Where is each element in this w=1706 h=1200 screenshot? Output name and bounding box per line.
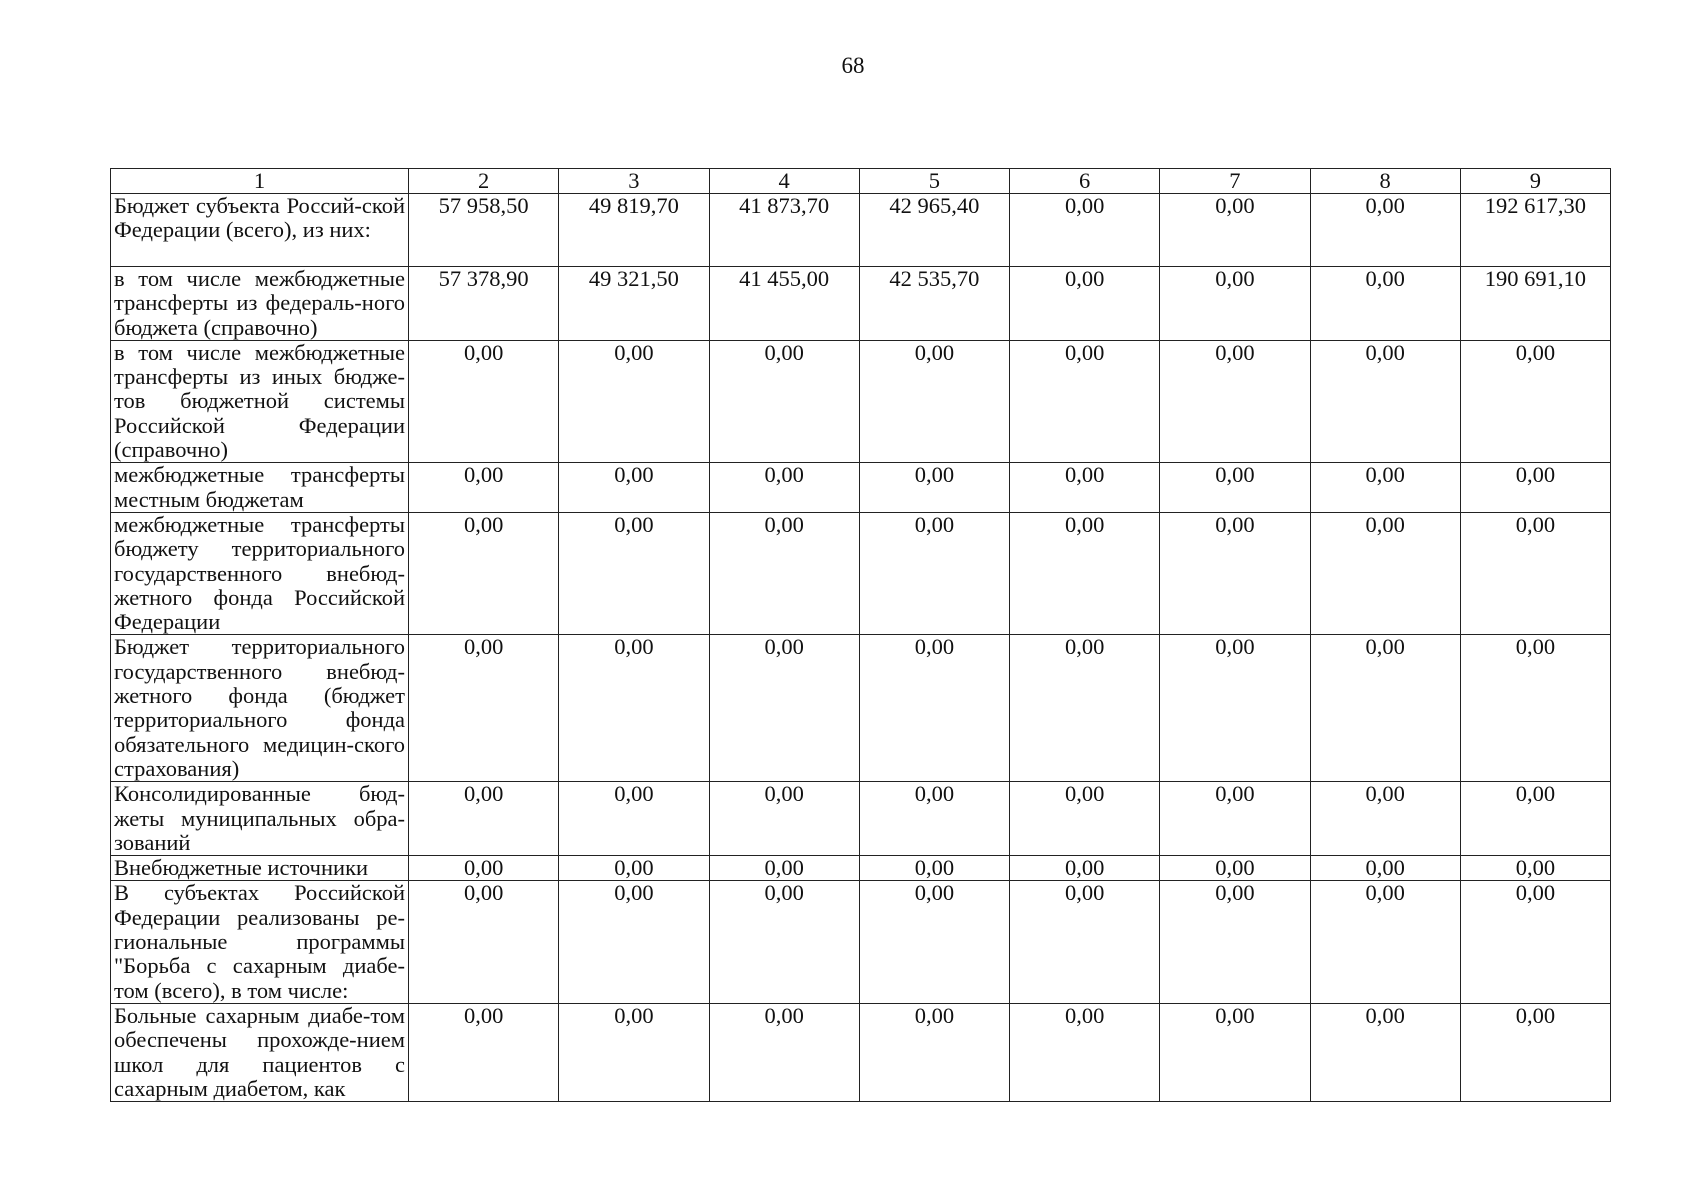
table-cell: 0,00 <box>709 512 859 634</box>
table-cell: 0,00 <box>859 881 1009 1003</box>
table-cell: 0,00 <box>1010 782 1160 856</box>
table-cell: 41 455,00 <box>709 267 859 341</box>
table-cell: 0,00 <box>559 782 709 856</box>
table-cell: 0,00 <box>1160 512 1310 634</box>
table-cell: 0,00 <box>859 463 1009 513</box>
column-header: 3 <box>559 169 709 194</box>
column-header: 2 <box>409 169 559 194</box>
table-cell: 0,00 <box>1160 463 1310 513</box>
table-cell: 0,00 <box>859 635 1009 782</box>
row-label: В субъектах Российской Федерации реализованы ре-гиональные программы "Борьба с сахарным диабе-том (всего), в том числе: <box>111 881 409 1003</box>
page-number: 68 <box>841 53 865 78</box>
table-cell: 0,00 <box>1460 340 1610 462</box>
table-cell: 0,00 <box>709 340 859 462</box>
table-cell: 0,00 <box>1010 463 1160 513</box>
table-cell: 0,00 <box>409 340 559 462</box>
table-cell: 0,00 <box>1010 635 1160 782</box>
table-cell: 0,00 <box>1310 881 1460 1003</box>
table-cell: 0,00 <box>1460 1003 1610 1101</box>
row-label: в том числе межбюджетные трансферты из иных бюдже-тов бюджетной системы Российской Федерации (справочно) <box>111 340 409 462</box>
row-label: Консолидированные бюд-жеты муниципальных обра-зований <box>111 782 409 856</box>
row-label: Внебюджетные источники <box>111 856 409 881</box>
table-cell: 0,00 <box>1460 635 1610 782</box>
table-cell: 57 378,90 <box>409 267 559 341</box>
table-row <box>111 463 1611 513</box>
table-cell: 42 965,40 <box>859 194 1009 267</box>
table-row <box>111 881 1611 1003</box>
table-cell: 0,00 <box>1010 881 1160 1003</box>
table-row <box>111 1003 1611 1101</box>
table-cell: 0,00 <box>559 856 709 881</box>
table-cell: 0,00 <box>859 340 1009 462</box>
table-cell: 0,00 <box>1010 340 1160 462</box>
table-cell: 0,00 <box>709 881 859 1003</box>
table-cell: 0,00 <box>409 881 559 1003</box>
table-cell: 0,00 <box>409 782 559 856</box>
table-cell: 0,00 <box>1160 881 1310 1003</box>
table-cell: 0,00 <box>1310 340 1460 462</box>
table-cell: 0,00 <box>1310 267 1460 341</box>
table-cell: 0,00 <box>1160 856 1310 881</box>
table-row <box>111 267 1611 341</box>
table-cell: 0,00 <box>1010 512 1160 634</box>
table-cell: 0,00 <box>1010 856 1160 881</box>
table-cell: 57 958,50 <box>409 194 559 267</box>
table-cell: 0,00 <box>1310 512 1460 634</box>
table-cell: 0,00 <box>1160 267 1310 341</box>
table-cell: 0,00 <box>1460 463 1610 513</box>
table-cell: 0,00 <box>559 512 709 634</box>
column-header: 9 <box>1460 169 1610 194</box>
table-cell: 0,00 <box>559 463 709 513</box>
table-row <box>111 635 1611 782</box>
row-label: Бюджет территориального государственного внебюд-жетного фонда (бюджет территориального фонда обязательного медицин-ского страхования) <box>111 635 409 782</box>
row-label: Бюджет субъекта Россий-ской Федерации (всего), из них: <box>111 194 409 267</box>
table-row <box>111 194 1611 267</box>
table-cell: 0,00 <box>1160 340 1310 462</box>
table-cell: 0,00 <box>709 1003 859 1101</box>
table-cell: 0,00 <box>859 512 1009 634</box>
table-cell: 0,00 <box>1010 194 1160 267</box>
table-cell: 0,00 <box>709 782 859 856</box>
table-cell: 0,00 <box>1160 635 1310 782</box>
column-header: 5 <box>859 169 1009 194</box>
table-cell: 0,00 <box>409 463 559 513</box>
table-cell: 0,00 <box>1310 856 1460 881</box>
column-header: 6 <box>1010 169 1160 194</box>
table-cell: 0,00 <box>409 512 559 634</box>
row-label: в том числе межбюджетные трансферты из федераль-ного бюджета (справочно) <box>111 267 409 341</box>
table-cell: 0,00 <box>1310 194 1460 267</box>
table-cell: 0,00 <box>1310 463 1460 513</box>
column-header: 7 <box>1160 169 1310 194</box>
table-cell: 0,00 <box>1460 512 1610 634</box>
header-row <box>111 169 1611 194</box>
table-cell: 0,00 <box>1160 1003 1310 1101</box>
table-cell: 0,00 <box>859 782 1009 856</box>
table-cell: 0,00 <box>1310 635 1460 782</box>
table-cell: 190 691,10 <box>1460 267 1610 341</box>
table-row <box>111 856 1611 881</box>
table-cell: 0,00 <box>709 635 859 782</box>
column-header: 8 <box>1310 169 1460 194</box>
table-cell: 0,00 <box>559 340 709 462</box>
table-cell: 0,00 <box>709 463 859 513</box>
table-cell: 0,00 <box>1460 782 1610 856</box>
table-row <box>111 512 1611 634</box>
table-cell: 0,00 <box>1310 1003 1460 1101</box>
column-header: 4 <box>709 169 859 194</box>
table-cell: 0,00 <box>559 1003 709 1101</box>
table-cell: 0,00 <box>409 1003 559 1101</box>
table-cell: 0,00 <box>559 881 709 1003</box>
table-cell: 0,00 <box>409 635 559 782</box>
table-row <box>111 340 1611 462</box>
table-cell: 0,00 <box>859 1003 1009 1101</box>
table-row <box>111 782 1611 856</box>
table-cell: 0,00 <box>1310 782 1460 856</box>
table-cell: 0,00 <box>409 856 559 881</box>
table-cell: 0,00 <box>1010 1003 1160 1101</box>
table-cell: 0,00 <box>859 856 1009 881</box>
table-cell: 0,00 <box>1160 194 1310 267</box>
table-cell: 41 873,70 <box>709 194 859 267</box>
table-cell: 0,00 <box>1460 856 1610 881</box>
row-label: Больные сахарным диабе-том обеспечены прохожде-нием школ для пациентов с сахарным диабетом, как <box>111 1003 409 1101</box>
table-cell: 192 617,30 <box>1460 194 1610 267</box>
row-label: межбюджетные трансферты бюджету территориального государственного внебюд-жетного фонда Российской Федерации <box>111 512 409 634</box>
budget-table <box>110 168 1611 1102</box>
table-cell: 0,00 <box>1010 267 1160 341</box>
table-cell: 49 819,70 <box>559 194 709 267</box>
table-cell: 49 321,50 <box>559 267 709 341</box>
table-cell: 42 535,70 <box>859 267 1009 341</box>
table-cell: 0,00 <box>1160 782 1310 856</box>
column-header: 1 <box>111 169 409 194</box>
table-cell: 0,00 <box>1460 881 1610 1003</box>
table-cell: 0,00 <box>559 635 709 782</box>
row-label: межбюджетные трансферты местным бюджетам <box>111 463 409 513</box>
table-cell: 0,00 <box>709 856 859 881</box>
